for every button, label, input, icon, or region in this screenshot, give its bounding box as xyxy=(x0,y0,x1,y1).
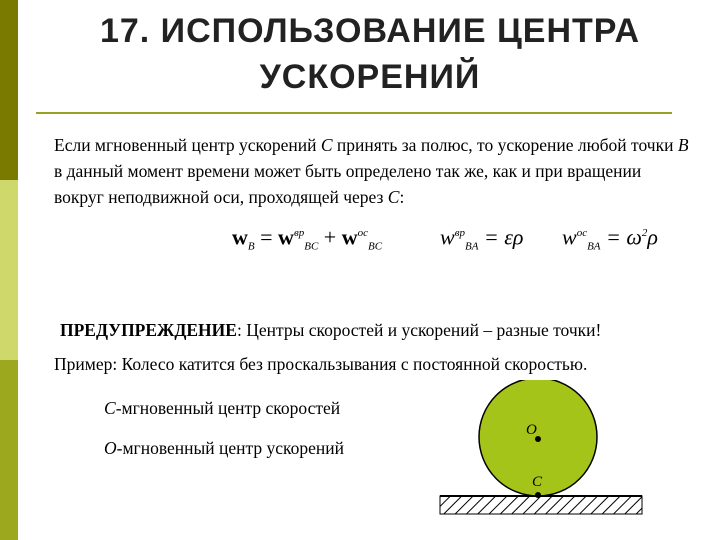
label-c: C xyxy=(532,474,543,490)
page-title: 17. ИСПОЛЬЗОВАНИЕ ЦЕНТРА УСКОРЕНИЙ xyxy=(99,12,641,96)
contact-point-c xyxy=(535,492,541,498)
label-velocity-center: C-мгновенный центр скоростей xyxy=(104,398,341,418)
ground-hatch xyxy=(440,496,642,514)
title-divider xyxy=(36,112,672,114)
wheel-diagram xyxy=(430,380,660,530)
sidebar-segment-light xyxy=(0,180,18,360)
warning-text: ПРЕДУПРЕЖДЕНИЕ: Центры скоростей и ускорений – разные точки! xyxy=(60,320,602,340)
sidebar-decoration xyxy=(0,0,18,540)
label-o: O xyxy=(526,422,537,438)
intro-paragraph: Если мгновенный центр ускорений С принять за полюс, то ускорение любой точки B в данный момент времени может быть определено так же, как и при вращении вокруг неподвижной оси, проходящей через C: xyxy=(54,135,689,207)
sidebar-segment-mid xyxy=(0,360,18,540)
formula-tangential: $w^{вр}_{BA} = \varepsilon\rho$ xyxy=(440,224,524,253)
example-text: Пример: Колесо катится без проскальзывания с постоянной скоростью. xyxy=(54,354,588,374)
sidebar-segment-dark xyxy=(0,0,18,180)
formula-normal: $w^{ос}_{BA} = \omega^2\rho$ xyxy=(562,224,658,253)
formula-acceleration-sum: $w_B = w^{вр}_{BC} + w^{ос}_{BC}$ xyxy=(232,224,383,253)
label-acceleration-center: O-мгновенный центр ускорений xyxy=(104,438,344,458)
